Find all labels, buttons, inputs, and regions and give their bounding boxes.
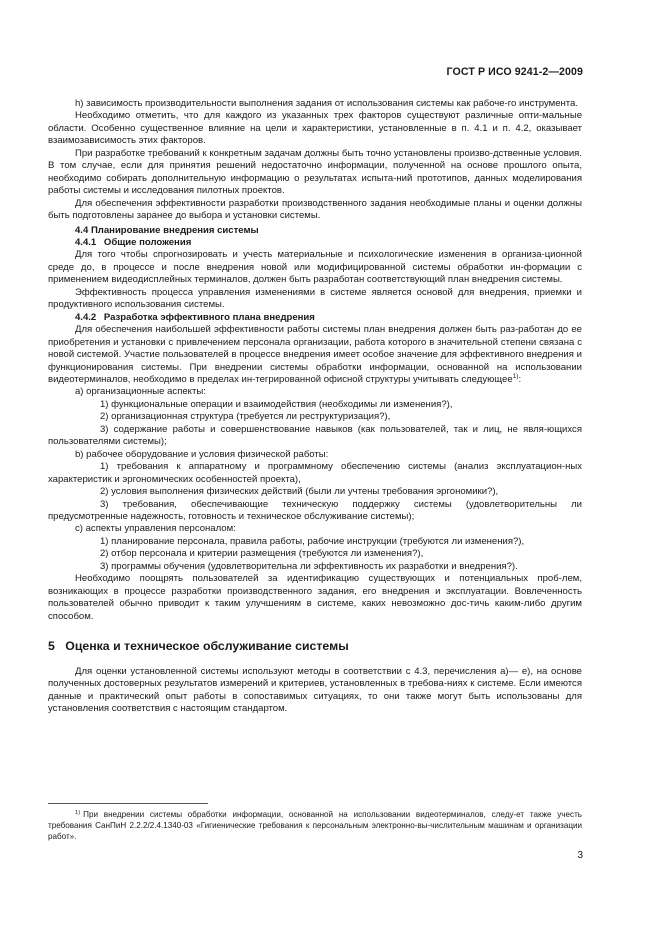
section-title: Общие положения xyxy=(103,236,192,248)
paragraph: Необходимо отметить, что для каждого из указанных трех факторов существуют различные опти-мальные области. Особенно существенное влияние на цели и характеристики, установленные в п. 4.1 и п. 4.2, оказывает взаимозависимость этих факторов. xyxy=(48,110,582,147)
paragraph-text: Для обеспечения наибольшей эффективности работы системы план внедрения должен быть раз-работан до ее приобретения и установки с привлечением персонала организации, работа которого в значительной степени связана с новой системой. Участие пользователей в процессе внедрения имеет особое значение для эффективного внедрения и функционирования системы. При внедрении системы обработки информации, основанной на использовании видеотерминалов, необходимо в пределах ин-тегрированной офисной структуры учитывать следующее xyxy=(48,324,582,385)
footnote xyxy=(48,810,582,843)
main-content xyxy=(48,98,582,716)
sub-item: 1) требования к аппаратному и программному обеспечению системы (анализ эксплуатацион-ных характеристик и эргономических особенностей проекта), xyxy=(48,461,582,485)
paragraph: Для оценки установленной системы используют методы в соответствии с 4.3, перечисления а)— е), на основе полученных достоверных результатов измерений и критериев, установленных в требова-ниях к системе. Если имеются данные и практический опыт работы в сопоставимых ситуациях, то они также могут быть использованы для установления соответствия с настоящим стандартом. xyxy=(48,666,582,715)
section-heading-5 xyxy=(48,639,582,654)
list-item-c: c) аспекты управления персоналом: xyxy=(75,523,236,535)
section-title: Оценка и техническое обслуживание системы xyxy=(65,639,349,654)
paragraph: Эффективность процесса управления изменениями в системе является основой для внедрения, приемки и продуктивного использования системы. xyxy=(48,286,582,311)
standard-header: ГОСТ Р ИСО 9241-2—2009 xyxy=(446,66,583,78)
sub-item: 1) функциональные операции и взаимодействия (необходимы ли изменения?), xyxy=(100,398,453,410)
list-item-b: b) рабочее оборудование и условия физической работы: xyxy=(75,448,329,460)
sub-item: 2) отбор персонала и критерии размещения (требуются ли изменения?), xyxy=(100,548,424,560)
paragraph: Для обеспечения эффективности разработки производственного задания необходимые планы и оценки должны быть подготовлены заранее до выбора и установки системы. xyxy=(48,197,582,222)
list-item-a: a) организационные аспекты: xyxy=(75,386,206,398)
section-title: Разработка эффективного плана внедрения xyxy=(103,311,315,323)
section-number: 4.4.2 xyxy=(75,311,97,323)
sub-item: 2) организационная структура (требуется ли реструктуризация?), xyxy=(100,411,391,423)
footnote-reference: 1) xyxy=(512,372,519,380)
section-number: 4.4.1 xyxy=(75,236,97,248)
sub-item: 2) условия выполнения физических действий (были ли учтены требования эргономики?), xyxy=(100,486,499,498)
paragraph xyxy=(48,324,582,386)
sub-item: 3) содержание работы и совершенствование навыков (как пользователей, так и лиц, не явля-ющихся пользователями системы); xyxy=(48,423,582,448)
paragraph: Необходимо поощрять пользователей за идентификацию существующих и потенциальных проб-лем, возникающих в процессе разработки производственного задания, его внедрения и эксплуатации. Вовлеченность пользователей обычно приводит к таким улучшениям в системе, каких невозможно дос-тичь каким-либо другим способом. xyxy=(48,573,582,622)
section-heading-4-4-2 xyxy=(48,312,582,324)
page-number: 3 xyxy=(577,850,583,861)
footnote-text-block xyxy=(48,810,582,843)
footnote-mark: 1) xyxy=(75,810,81,816)
paragraph: При разработке требований к конкретным задачам должны быть точно установлены произво-дственные условия. В том случае, если для принятия решений недостаточно информации, полученной на основе прошлого опыта, необходимо собирать дополнительную информацию о результатах испыта-ний прототипов, данных моделирования работы системы и исследования пилотных проектов. xyxy=(48,147,582,197)
sub-item: 3) программы обучения (удовлетворительна ли эффективность их разработки и внедрения?). xyxy=(100,560,518,572)
footnote-divider xyxy=(48,803,208,804)
sub-item: 3) требования, обеспечивающие техническую поддержку системы (удовлетворительны ли предусмотренные надежность, готовность и техническое обслуживание системы); xyxy=(48,498,582,522)
section-number: 4.4 xyxy=(75,224,89,236)
list-item-h: h) зависимость производительности выполнения задания от использования системы как рабоче-го инструмента. xyxy=(75,98,579,109)
section-heading-4-4-1 xyxy=(48,237,582,249)
paragraph: Для того чтобы спрогнозировать и учесть материальные и психологические изменения в организа-ционной среде до, в процессе и после внедрения новой или модифицированной системы обработки ин-формации с применением видеодисплейных терминалов, должен быть разработан соответствующий план внедрения системы. xyxy=(48,249,582,286)
section-title: Планирование внедрения системы xyxy=(90,224,259,236)
footnote-text: При внедрении системы обработки информации, основанной на использовании видеотерминалов, следу-ет также учесть требования СанПиН 2.2.2/2.4.1340-03 «Гигиенические требования к персональным электронно-вы-числительным машинам и организации работ». xyxy=(48,810,582,841)
section-heading-4-4 xyxy=(48,225,582,237)
sub-item: 1) планирование персонала, правила работы, рабочие инструкции (требуются ли изменения?), xyxy=(100,535,525,547)
section-number: 5 xyxy=(48,639,55,654)
paragraph-text-end: : xyxy=(518,373,522,385)
